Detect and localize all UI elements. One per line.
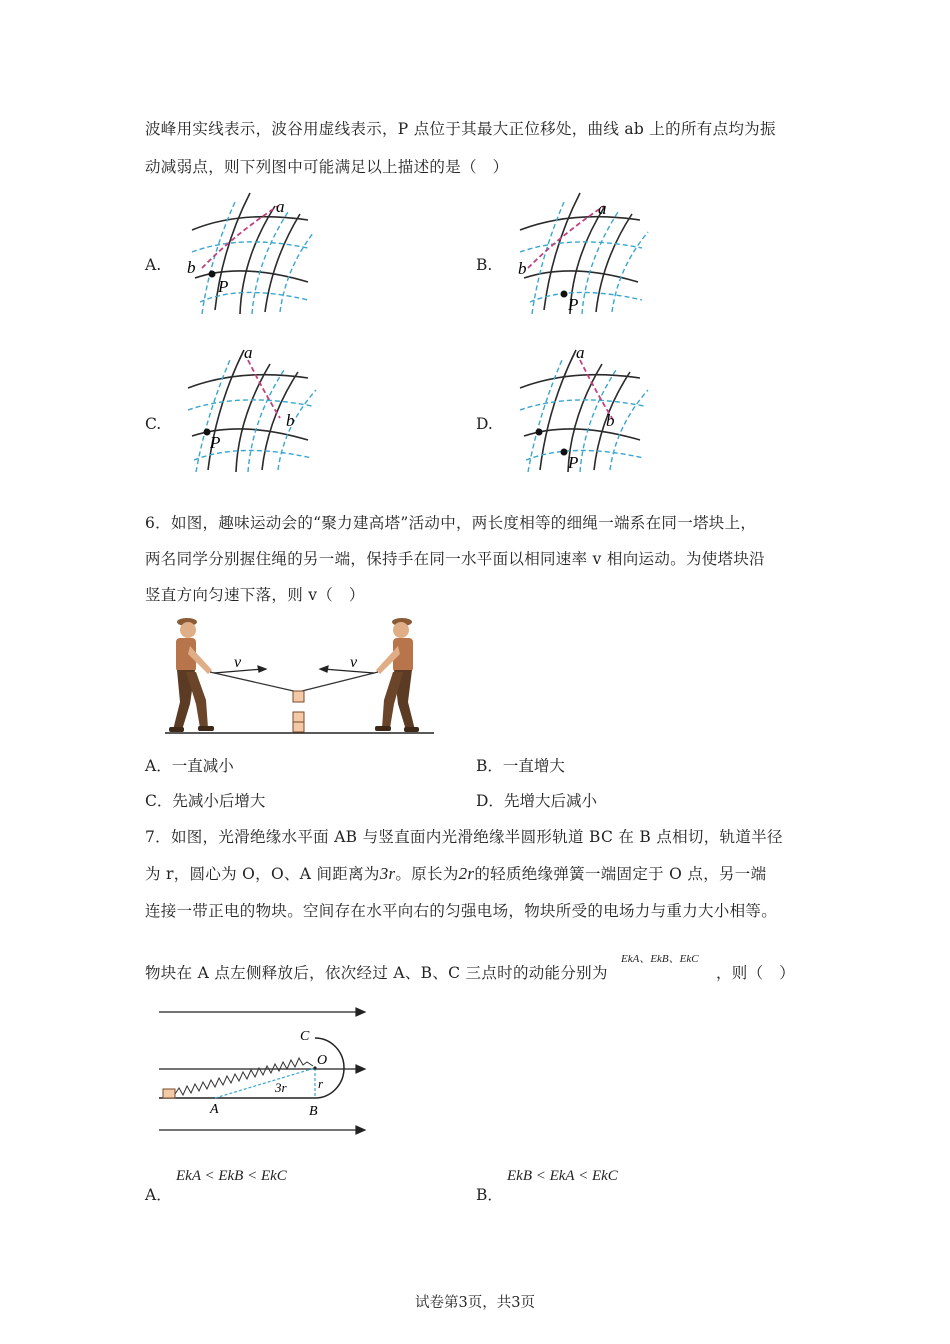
q5-option-b-figure[interactable] <box>512 188 657 320</box>
q6-option-b[interactable]: B．一直增大 <box>476 757 565 775</box>
q6-stem-line2: 两名同学分别握住绳的另一端，保持手在同一水平面以相同速率 v 相向运动。为使塔块沿 <box>145 550 765 568</box>
q7-stem-line4a: 物块在 A 点左侧释放后，依次经过 A、B、C 三点时的动能分别为 <box>145 964 608 982</box>
q5-option-a-figure[interactable] <box>180 188 320 320</box>
label-p: P <box>568 295 579 314</box>
hanging-block <box>293 691 304 702</box>
label-p: P <box>568 453 579 472</box>
label-a: a <box>276 197 285 216</box>
q5-stem-line1: 波峰用实线表示，波谷用虚线表示，P 点位于其最大正位移处，曲线 ab 上的所有点均为振 <box>145 120 776 138</box>
q6-stem-line3: 竖直方向匀速下落，则 v（ ） <box>145 586 365 604</box>
label-r: r <box>318 1076 324 1091</box>
label-b: B <box>309 1104 318 1119</box>
q5-option-c-figure[interactable] <box>180 342 325 478</box>
q7-stem-line1: 7．如图，光滑绝缘水平面 AB 与竖直面内光滑绝缘半圆形轨道 BC 在 B 点相切，轨道半径 <box>145 828 783 846</box>
right-rope <box>298 672 378 692</box>
label-b: b <box>286 411 295 430</box>
label-p: P <box>210 433 221 452</box>
left-rope <box>210 672 298 692</box>
label-b: b <box>518 259 527 278</box>
math-3r: 3r <box>379 864 396 883</box>
label-o: O <box>317 1053 328 1068</box>
stacked-block-top <box>293 712 304 722</box>
label-b: b <box>187 258 196 277</box>
q7-stem-line3: 连接一带正电的物块。空间存在水平向右的匀强电场，物块所受的电场力与重力大小相等。 <box>145 902 778 920</box>
math-2r: 2r <box>458 864 475 883</box>
q6-option-a[interactable]: A．一直减小 <box>145 757 234 775</box>
q7-stem-line4b: ，则（ ） <box>716 964 796 982</box>
right-student <box>375 618 419 732</box>
q7-stem-line2: 为 r，圆心为 O，O、A 间距离为3r。原长为2r的轻质绝缘弹簧一端固定于 O 点，另一端 <box>145 864 767 883</box>
page-footer: 试卷第3页，共3页 <box>415 1295 535 1311</box>
oa-line <box>215 1068 315 1098</box>
q7-figure <box>155 1000 375 1140</box>
q5-stem-line2: 动减弱点，则下列图中可能满足以上描述的是（ ） <box>145 158 509 176</box>
q7-option-b-expr[interactable]: EkB < EkA < EkC <box>507 1168 618 1184</box>
q6-stem-line1: 6．如图，趣味运动会的“聚力建高塔”活动中，两长度相等的细绳一端系在同一塔块上， <box>145 514 757 532</box>
label-c: C <box>300 1029 310 1044</box>
label-a: a <box>244 343 253 362</box>
charged-block <box>163 1089 175 1098</box>
label-p: P <box>218 277 229 296</box>
q7-ek-list: EkA、EkB、EkC <box>621 953 699 965</box>
label-b: b <box>606 411 615 430</box>
label-a: A <box>210 1102 219 1117</box>
q7-option-a-letter[interactable]: A． <box>145 1186 172 1204</box>
point-p <box>209 271 216 278</box>
q5-option-d-figure[interactable] <box>512 342 657 478</box>
q5-option-c-letter[interactable]: C. <box>145 415 162 433</box>
q7-option-b-letter[interactable]: B． <box>476 1186 503 1204</box>
q5-option-b-letter[interactable]: B. <box>476 256 493 274</box>
label-a: a <box>598 199 607 218</box>
q6-figure <box>160 612 440 738</box>
q5-option-d-letter[interactable]: D. <box>476 415 493 433</box>
label-a: a <box>576 343 585 362</box>
q6-option-d[interactable]: D．先增大后减小 <box>476 792 597 810</box>
q5-option-a-letter[interactable]: A. <box>145 256 162 274</box>
q6-option-c[interactable]: C．先减小后增大 <box>145 792 266 810</box>
stacked-block-bottom <box>293 722 304 732</box>
q7-option-a-expr[interactable]: EkA < EkB < EkC <box>176 1168 287 1184</box>
label-3r: 3r <box>275 1080 287 1095</box>
field-lines <box>159 1008 365 1134</box>
left-student <box>169 618 214 732</box>
v-right-label: v <box>350 654 358 671</box>
v-left-label: v <box>234 654 242 671</box>
